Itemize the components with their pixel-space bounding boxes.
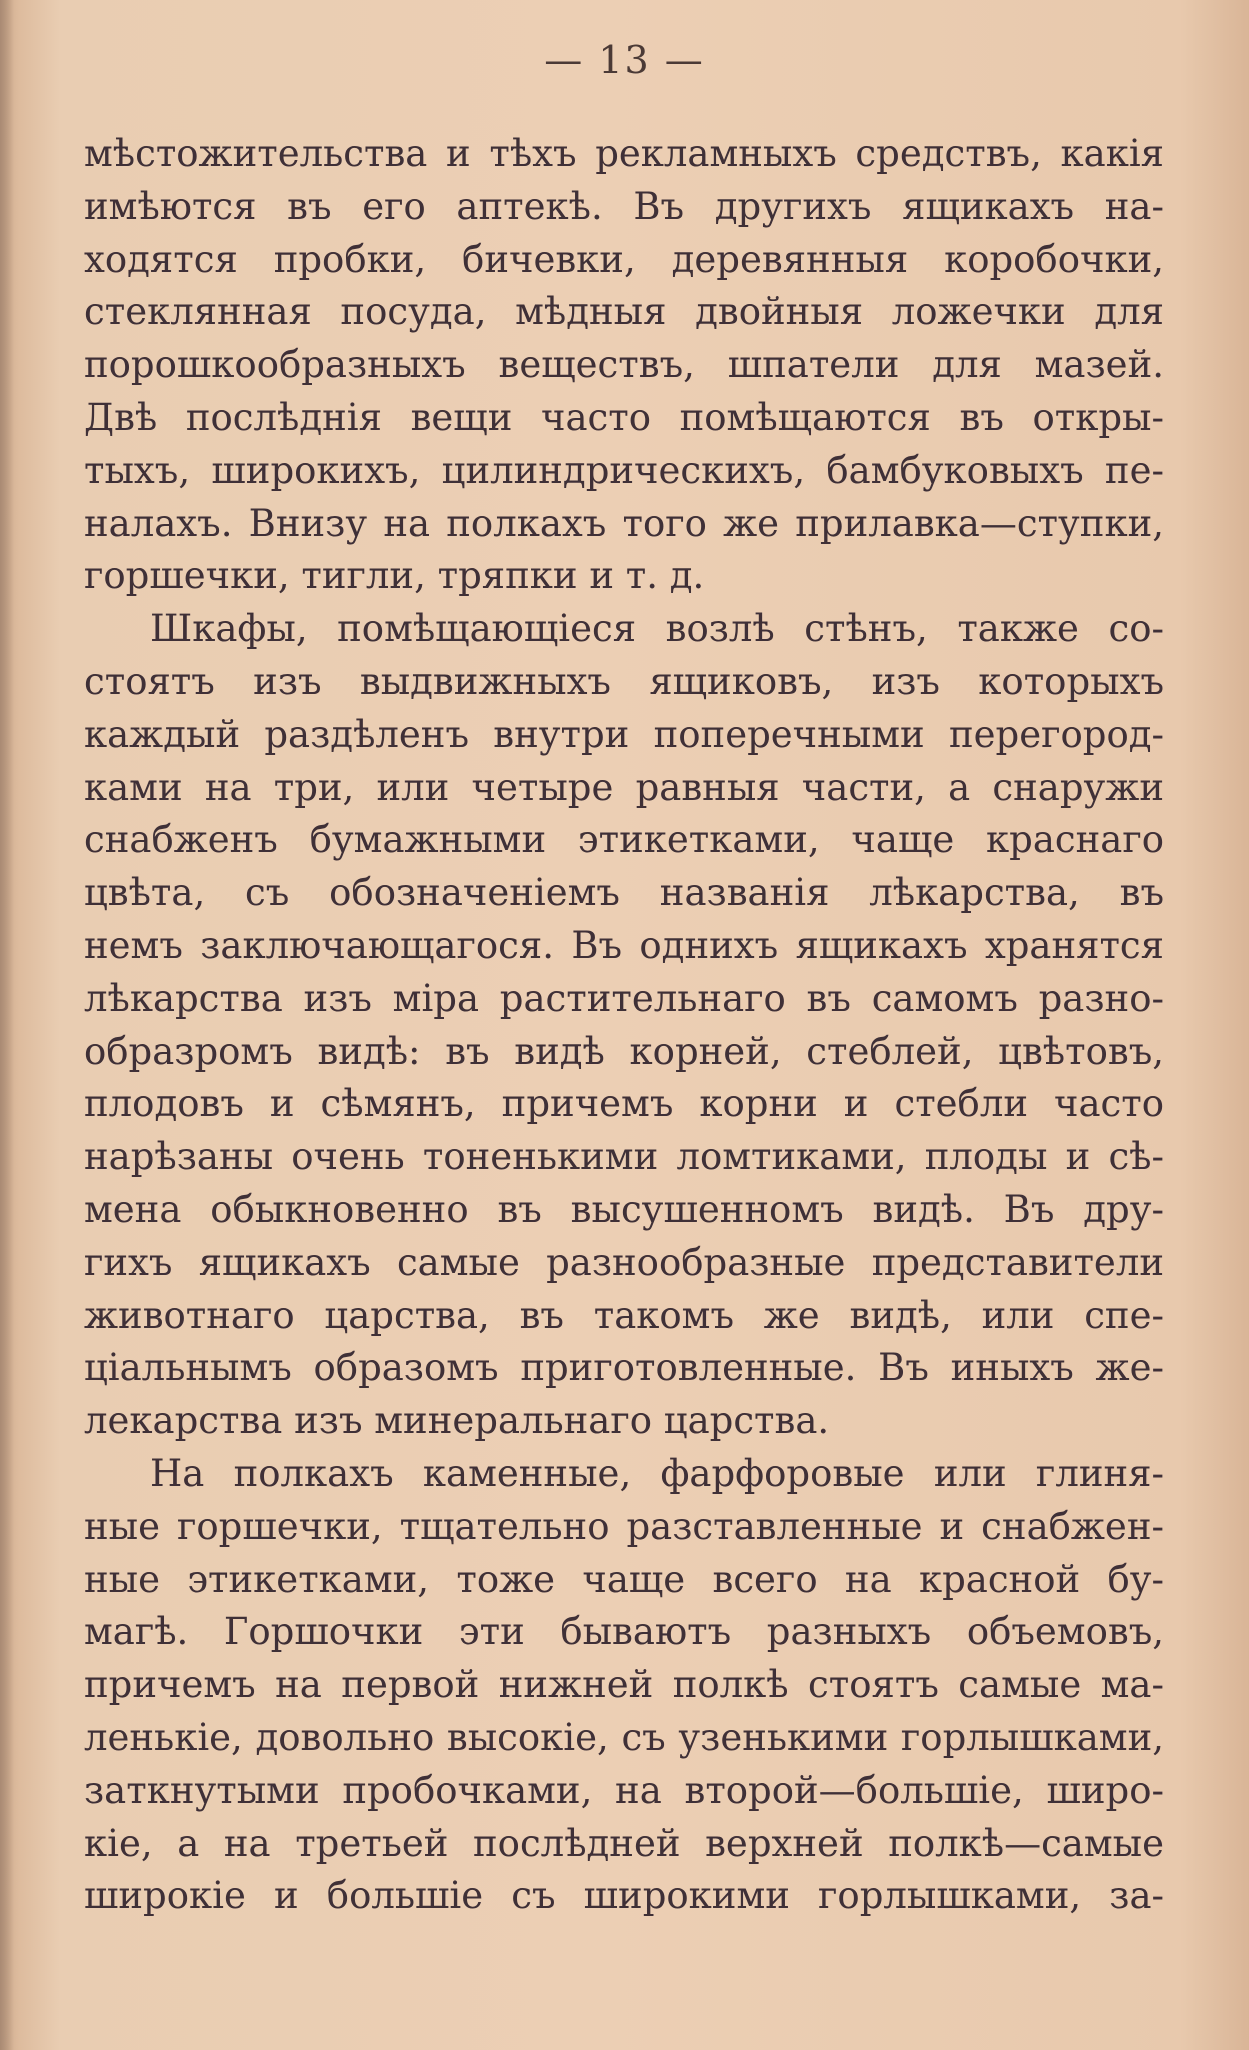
text-line: налахъ. Внизу на полкахъ того же прилавка—ступки,	[84, 501, 1164, 545]
text-line: ные этикетками, тоже чаще всего на красной бу-	[84, 1557, 1164, 1601]
text-line: плодовъ и сѣмянъ, причемъ корни и стебли часто	[84, 1082, 1164, 1126]
text-line: имѣются въ его аптекѣ. Въ другихъ ящикахъ на-	[84, 184, 1164, 228]
text-line: немъ заключающагося. Въ однихъ ящикахъ хранятся	[84, 923, 1164, 967]
page-number: — 13 —	[544, 38, 705, 82]
text-line: животнаго царства, въ такомъ же видѣ, или спе-	[84, 1293, 1164, 1337]
text-line: ходятся пробки, бичевки, деревянныя коробочки,	[84, 237, 1164, 281]
text-line: гихъ ящикахъ самые разнообразные представители	[84, 1240, 1164, 1284]
text-line: заткнутыми пробочками, на второй—большіе, широ-	[84, 1768, 1164, 1812]
paragraph	[84, 128, 1164, 603]
text-line: стеклянная посуда, мѣдныя двойныя ложечки для	[84, 290, 1164, 334]
text-line: снабженъ бумажными этикетками, чаще краснаго	[84, 818, 1164, 862]
text-line: горшечки, тигли, тряпки и т. д.	[84, 554, 705, 598]
text-line: нарѣзаны очень тоненькими ломтиками, плоды и сѣ-	[84, 1135, 1164, 1179]
text-line: ленькіе, довольно высокіе, съ узенькими горлышками,	[84, 1715, 1164, 1759]
text-line: Двѣ послѣднія вещи часто помѣщаются въ откры-	[84, 395, 1164, 439]
text-line: магѣ. Горшочки эти бываютъ разныхъ объемовъ,	[84, 1610, 1164, 1654]
page-edge-shadow	[0, 0, 14, 2050]
text-line: цвѣта, съ обозначеніемъ названія лѣкарства, въ	[84, 871, 1164, 915]
text-line: тыхъ, широкихъ, цилиндрическихъ, бамбуковыхъ пе-	[84, 448, 1164, 492]
text-line: На полкахъ каменные, фарфоровые или глиня-	[150, 1451, 1164, 1495]
text-line: порошкообразныхъ веществъ, шпатели для мазей.	[84, 343, 1164, 387]
text-line: образромъ видѣ: въ видѣ корней, стеблей, цвѣтовъ,	[84, 1029, 1164, 1073]
text-line: кіе, а на третьей послѣдней верхней полкѣ—самые	[84, 1821, 1164, 1865]
text-line: лѣкарства изъ міра растительнаго въ самомъ разно-	[84, 976, 1164, 1020]
body-text	[84, 128, 1164, 1923]
text-line: каждый раздѣленъ внутри поперечными перегород-	[84, 712, 1164, 756]
text-line: мена обыкновенно въ высушенномъ видѣ. Въ дру-	[84, 1187, 1164, 1231]
text-line: причемъ на первой нижней полкѣ стоятъ самые ма-	[84, 1663, 1164, 1707]
text-line: ціальнымъ образомъ приготовленные. Въ иныхъ же-	[84, 1346, 1164, 1390]
text-line: широкіе и большіе съ широкими горлышками, за-	[84, 1874, 1164, 1918]
paragraph	[84, 1448, 1164, 1923]
text-line: лекарства изъ минеральнаго царства.	[84, 1399, 830, 1443]
text-line: ные горшечки, тщательно разставленные и снабжен-	[84, 1504, 1164, 1548]
text-line: Шкафы, помѣщающіеся возлѣ стѣнъ, также со-	[150, 607, 1164, 651]
text-line: ками на три, или четыре равныя части, а снаружи	[84, 765, 1164, 809]
paragraph	[84, 603, 1164, 1448]
text-line: стоятъ изъ выдвижныхъ ящиковъ, изъ которыхъ	[84, 659, 1164, 703]
text-line: мѣстожительства и тѣхъ рекламныхъ средствъ, какія	[84, 132, 1164, 175]
